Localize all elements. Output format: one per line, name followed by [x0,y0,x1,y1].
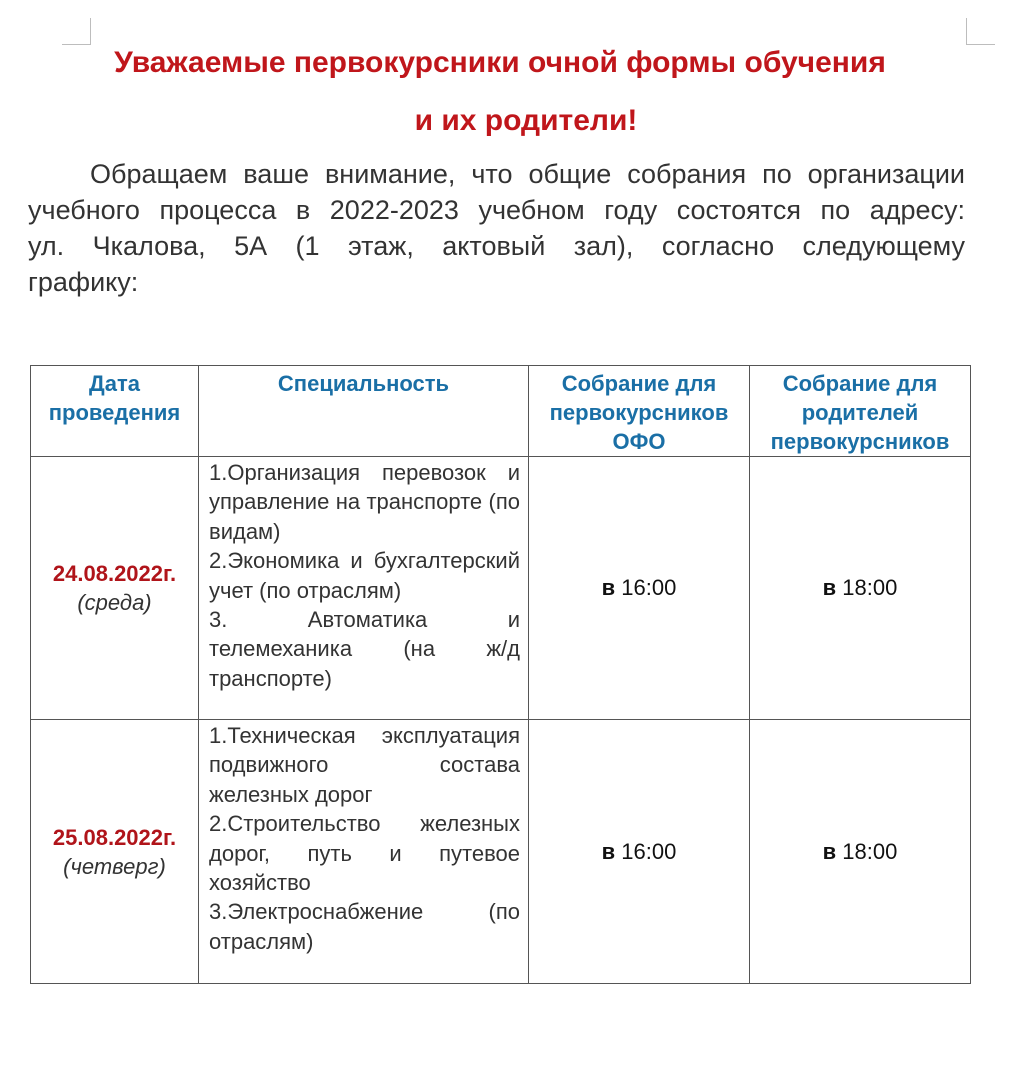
meeting-weekday: (четверг) [63,853,166,879]
specialty-item: 1.Техническая эксплуатация подвижного состава железных дорог [209,723,520,807]
table-header-row [31,366,971,457]
time-prefix: в [601,575,616,600]
specialty-item: 1.Организация перевозок и управление на транспорте (по видам) [209,460,520,544]
date-cell [31,720,199,984]
meeting-date: 24.08.2022г. [52,561,177,586]
parents-time-cell [750,720,971,984]
specialty-item: 3. Автоматика и телемеханика (на ж/д транспорте) [209,607,520,691]
date-cell [31,457,199,720]
parents-meeting-time: 18:00 [842,838,898,864]
header-specialty: Специальность [199,366,529,457]
page-corner-mark-left [62,18,91,45]
specialty-cell [199,720,529,984]
heading-line-2: и их родители! [414,104,638,137]
specialty-item: 2.Строительство железных дорог, путь и путевое хозяйство [209,811,520,896]
header-date: Дата проведения [31,366,199,457]
students-time-cell [529,720,750,984]
students-time-cell [529,457,750,720]
parents-meeting-time: 18:00 [842,575,898,600]
header-students-meeting: Собрание для первокурсников ОФО [529,366,750,457]
table-row [31,457,971,720]
heading-line-1: Уважаемые первокурсники очной формы обучения [114,46,886,79]
schedule-table [30,365,971,984]
header-parents-meeting: Собрание для родителей первокурсников [750,366,971,457]
time-prefix: в [601,838,616,864]
specialty-item: 3.Электроснабжение (по отраслям) [209,899,520,954]
students-meeting-time: 16:00 [621,838,677,864]
specialty-item: 2.Экономика и бухгалтерский учет (по отраслям) [209,548,520,603]
time-prefix: в [822,575,837,600]
time-prefix: в [822,838,837,864]
table-row [31,720,971,984]
intro-paragraph: Обращаем ваше внимание, что общие собрания по организации учебного процесса в 2022-2023 учебном году состоятся по адресу: ул. Чкалова, 5А (1 этаж, актовый зал), согласно следующему графику: [28,159,965,297]
parents-time-cell [750,457,971,720]
meeting-weekday: (среда) [77,590,152,615]
meeting-date: 25.08.2022г. [52,824,177,850]
page-corner-mark-right [966,18,995,45]
specialty-cell [199,457,529,720]
students-meeting-time: 16:00 [621,575,677,600]
